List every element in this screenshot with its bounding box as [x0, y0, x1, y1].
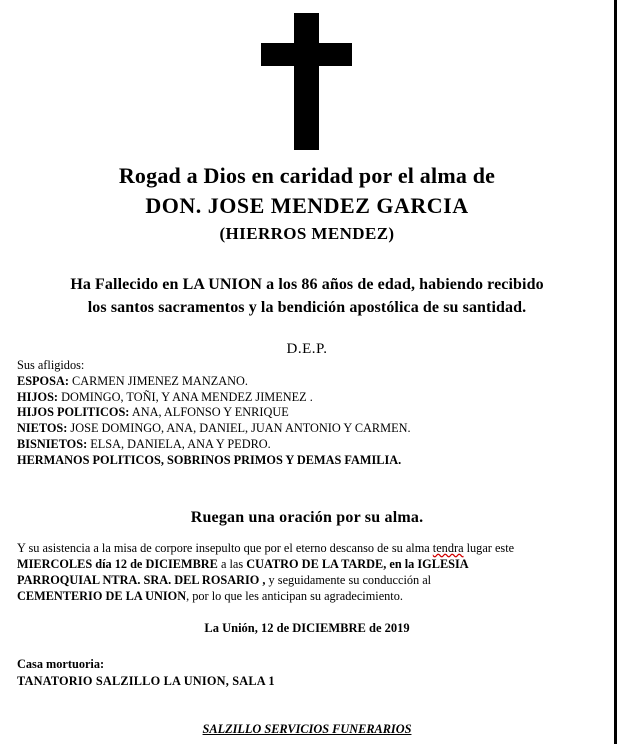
mass-details [17, 541, 514, 605]
family-value: CARMEN JIMENEZ MANZANO. [68, 373, 248, 388]
death-notice-line-2: los santos sacramentos y la bendición apostólica de su santidad. [87, 299, 527, 316]
mass-line-4 [17, 589, 514, 605]
family-label: NIETOS: [17, 421, 68, 436]
heading-prayer-line: Rogad a Dios en caridad por el alma de [118, 163, 496, 188]
death-notice-line-1: Ha Fallecido en LA UNION a los 86 años de edad, habiendo recibido [70, 276, 544, 293]
cross-horizontal-bar [261, 43, 352, 66]
family-closing-text: HERMANOS POLITICOS, SOBRINOS PRIMOS Y DEMAS FAMILIA. [17, 452, 402, 467]
family-value: JOSE DOMINGO, ANA, DANIEL, JUAN ANTONIO Y CARMEN. [67, 421, 411, 436]
mass-text: y seguidamente su conducción al [265, 572, 432, 587]
family-label: ESPOSA: [17, 373, 69, 388]
family-value: DOMINGO, TOÑI, Y ANA MENDEZ JIMENEZ . [58, 389, 313, 404]
family-value: ANA, ALFONSO Y ENRIQUE [129, 405, 289, 420]
funeral-home-name: SALZILLO SERVICIOS FUNERARIOS [202, 722, 412, 736]
mass-text: a las [217, 556, 247, 571]
mass-text: lugar este [463, 541, 515, 555]
mass-day: MIERCOLES día 12 de DICIEMBRE [17, 556, 218, 571]
mass-time-place: CUATRO DE LA TARDE, en la IGLESIA [246, 556, 469, 571]
mass-line-2 [17, 557, 514, 573]
deceased-name: DON. JOSE MENDEZ GARCIA [145, 193, 469, 218]
family-label: BISNIETOS: [17, 436, 88, 451]
deceased-nickname: (HIERROS MENDEZ) [219, 224, 395, 243]
family-closing [17, 453, 411, 469]
mortuary-value: TANATORIO SALZILLO LA UNION, SALA 1 [17, 674, 275, 688]
mass-text-spellcheck: tendra [432, 541, 464, 555]
mass-text: Y su asistencia a la misa de corpore insepulto que por el eterno descanso de su alma [17, 541, 433, 555]
family-row-grandchildren [17, 421, 411, 437]
family-row-great-grandchildren [17, 437, 411, 453]
mass-text: , por lo que les anticipan su agradecimiento. [186, 588, 403, 603]
prayer-request: Ruegan una oración por su alma. [190, 509, 424, 526]
mass-line-1 [17, 541, 514, 557]
family-row-children [17, 390, 411, 406]
family-label: HIJOS: [17, 389, 58, 404]
rest-in-peace: D.E.P. [286, 341, 328, 357]
family-row-children-in-law [17, 405, 411, 421]
family-label: HIJOS POLITICOS: [17, 405, 130, 420]
family-intro: Sus afligidos: [17, 358, 85, 372]
mass-church: PARROQUIAL NTRA. SRA. DEL ROSARIO , [17, 572, 266, 587]
family-value: ELSA, DANIELA, ANA Y PEDRO. [87, 436, 271, 451]
notice-date: La Unión, 12 de DICIEMBRE de 2019 [204, 621, 410, 635]
mass-cemetery: CEMENTERIO DE LA UNION [17, 588, 187, 603]
mass-line-3 [17, 573, 514, 589]
mortuary-label: Casa mortuoria: [17, 657, 105, 671]
cross-vertical-bar [294, 13, 319, 150]
family-row-spouse [17, 374, 411, 390]
family-list [17, 358, 411, 469]
